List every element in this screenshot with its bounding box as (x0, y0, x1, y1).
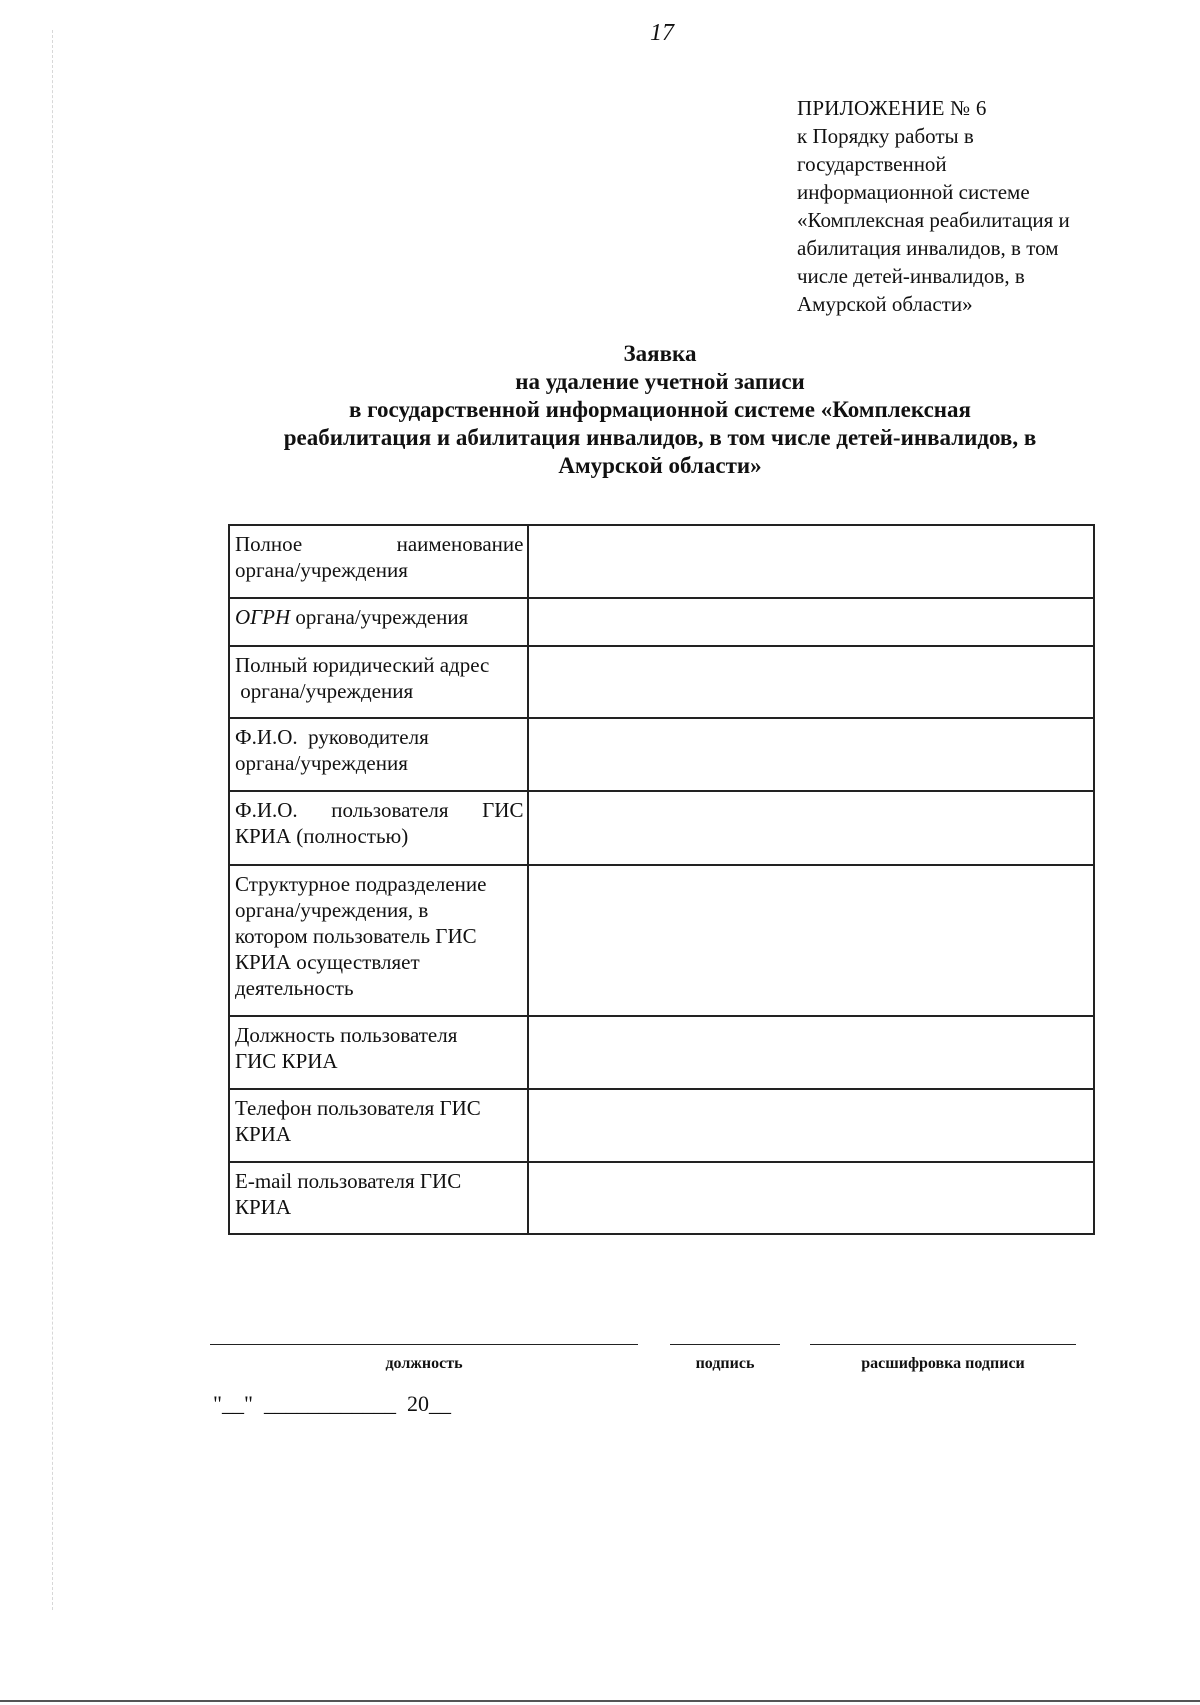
head-name-field[interactable] (528, 718, 1094, 791)
appendix-line: числе детей-инвалидов, в (797, 264, 1025, 288)
appendix-line: абилитация инвалидов, в том (797, 236, 1059, 260)
form-label (229, 598, 528, 646)
form-label (229, 525, 528, 598)
label-text: КРИА (235, 1122, 292, 1146)
appendix-line: государственной (797, 152, 947, 176)
label-text: пользователя (331, 798, 449, 822)
email-field[interactable] (528, 1162, 1094, 1234)
title-line: на удаление учетной записи (515, 369, 805, 394)
title-line: Амурской области» (558, 453, 762, 478)
decoding-caption: расшифровка подписи (861, 1355, 1025, 1372)
form-label (229, 1016, 528, 1089)
label-text: Структурное подразделение (235, 872, 487, 896)
position-field[interactable] (528, 1016, 1094, 1089)
form-label (229, 791, 528, 865)
form-row-position (229, 1016, 1094, 1089)
full-name-field[interactable] (528, 525, 1094, 598)
form-row-full-name (229, 525, 1094, 598)
label-text: ГИС КРИА (235, 1049, 338, 1073)
form-row-email (229, 1162, 1094, 1234)
label-text: котором пользователь ГИС (235, 924, 477, 948)
label-text: Полный юридический адрес (235, 653, 490, 677)
label-text: КРИА осуществляет (235, 950, 420, 974)
decoding-line[interactable] (810, 1344, 1076, 1345)
form-label (229, 718, 528, 791)
label-text: КРИА (235, 1195, 292, 1219)
label-text: органа/учреждения, в (235, 898, 429, 922)
label-text: Ф.И.О. (235, 798, 298, 822)
appendix-line: информационной системе (797, 180, 1030, 204)
label-text: деятельность (235, 976, 354, 1000)
label-text: Должность пользователя (235, 1023, 458, 1047)
label-text: ГИС (482, 798, 524, 822)
user-name-field[interactable] (528, 791, 1094, 865)
form-label (229, 1162, 528, 1234)
title-line: в государственной информационной системе «Комплексная (349, 397, 971, 422)
label-text: органа/учреждения (235, 751, 408, 775)
label-text: органа/учреждения (295, 605, 469, 629)
form-row-phone (229, 1089, 1094, 1162)
title-line: Заявка (623, 341, 697, 366)
label-text: органа/учреждения (235, 679, 414, 703)
page-number: 17 (650, 20, 674, 46)
label-text: КРИА (полностью) (235, 824, 409, 848)
appendix-line: к Порядку работы в (797, 124, 974, 148)
label-text: наименование (396, 532, 524, 556)
form-label (229, 1089, 528, 1162)
form-row-legal-address (229, 646, 1094, 718)
form-row-department (229, 865, 1094, 1016)
department-field[interactable] (528, 865, 1094, 1016)
form-row-ogrn (229, 598, 1094, 646)
label-text: ОГРН (235, 605, 291, 629)
phone-field[interactable] (528, 1089, 1094, 1162)
label-text: E-mail пользователя ГИС (235, 1169, 462, 1193)
position-caption: должность (385, 1355, 463, 1372)
label-text: органа/учреждения (235, 558, 408, 582)
appendix-heading: ПРИЛОЖЕНИЕ № 6 (797, 96, 987, 120)
position-line[interactable] (210, 1344, 638, 1345)
scan-edge-bottom (0, 1700, 1200, 1702)
form-row-head-name (229, 718, 1094, 791)
label-text: Ф.И.О. руководителя (235, 725, 429, 749)
label-text: Полное (235, 532, 303, 556)
form-label (229, 646, 528, 718)
signature-caption: подпись (695, 1355, 755, 1372)
title-line: реабилитация и абилитация инвалидов, в том числе детей-инвалидов, в (283, 425, 1037, 450)
signature-line[interactable] (670, 1344, 780, 1345)
request-form-table (228, 524, 1095, 1235)
form-label (229, 865, 528, 1016)
legal-address-field[interactable] (528, 646, 1094, 718)
appendix-line: Амурской области» (797, 292, 973, 316)
ogrn-field[interactable] (528, 598, 1094, 646)
scan-edge-left (52, 30, 54, 1610)
appendix-line: «Комплексная реабилитация и (797, 208, 1070, 232)
appendix-block (797, 94, 1097, 318)
document-title (210, 340, 1110, 480)
form-row-user-name (229, 791, 1094, 865)
label-text: Телефон пользователя ГИС (235, 1096, 481, 1120)
date-line: "__" ____________ 20__ (213, 1391, 451, 1416)
